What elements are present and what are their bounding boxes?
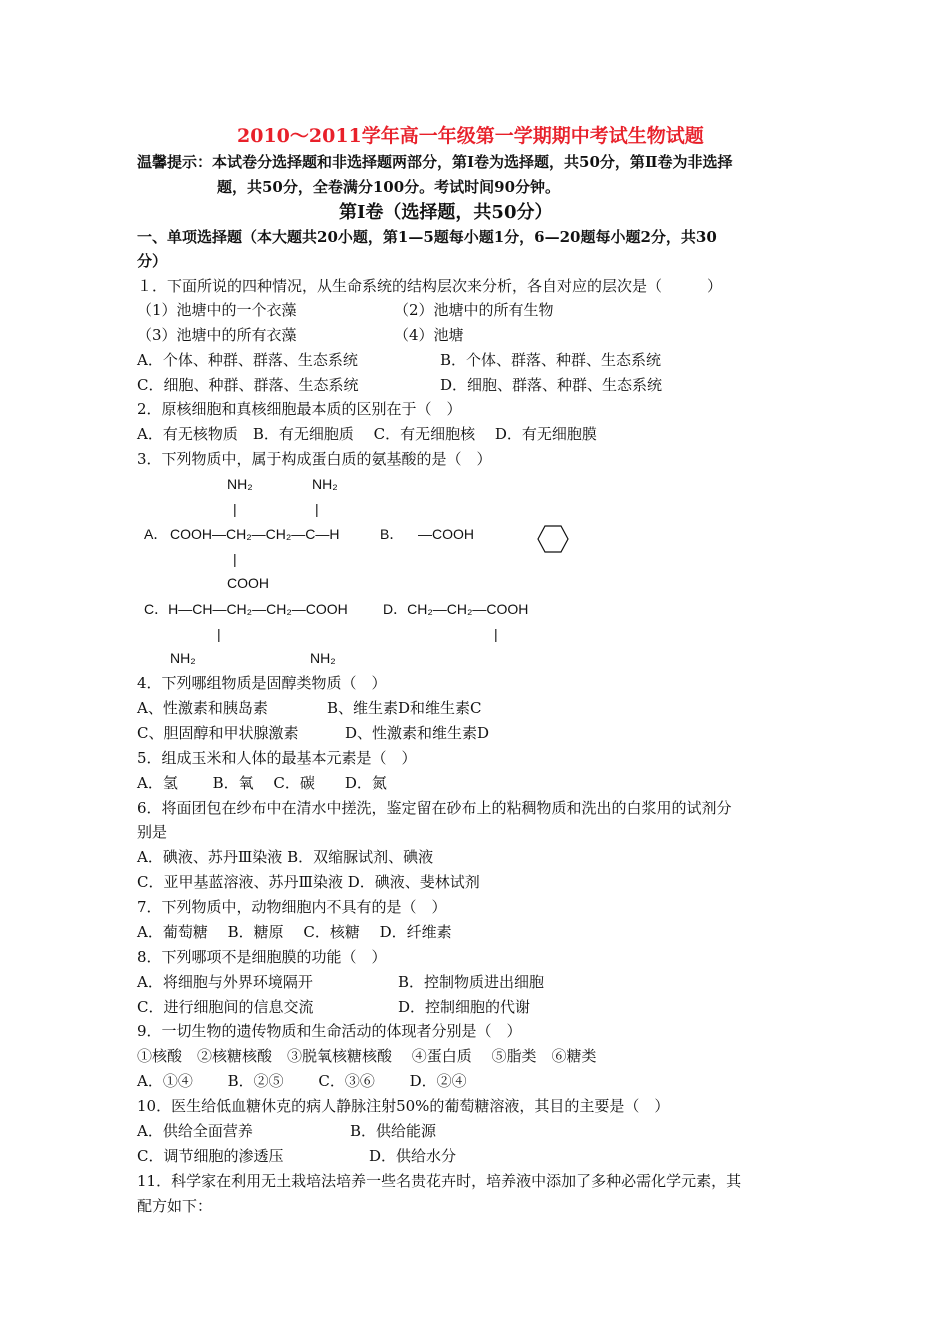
exam-title: 2010～2011学年高一年级第一学期期中考试生物试题 <box>237 125 704 147</box>
q8-option-a: A．将细胞与外界环境隔开 <box>137 973 313 991</box>
q3-a-bond: | <box>233 501 237 517</box>
q6-options-cd: C．亚甲基蓝溶液、苏丹Ⅲ染液 D．碘液、斐林试剂 <box>137 873 480 891</box>
q3-d-nh2-group: NH₂ <box>310 650 336 666</box>
q3-option-d-formula: D．CH₂—CH₂—COOH <box>383 601 529 617</box>
q9-options: A．①④ B．②⑤ C．③⑥ D．②④ <box>137 1072 467 1090</box>
part-1-heading: 第Ⅰ卷（选择题，共50分） <box>339 202 553 223</box>
q9-items: ①核酸 ②核糖核酸 ③脱氧核糖核酸 ④蛋白质 ⑤脂类 ⑥糖类 <box>137 1047 597 1065</box>
q6-options-ab: A．碘液、苏丹Ⅲ染液 B．双缩脲试剂、碘液 <box>137 848 434 866</box>
q10-option-a: A．供给全面营养 <box>137 1122 253 1140</box>
q3-d-bond: | <box>494 626 498 642</box>
q6-stem-2: 别是 <box>137 823 168 841</box>
q1-item-2: （2）池塘中的所有生物 <box>394 301 554 319</box>
q7-stem: 7．下列物质中，动物细胞内不具有的是（ ） <box>137 898 447 916</box>
q1-item-4: （4）池塘 <box>394 326 464 344</box>
q3-option-a-label: A． <box>144 526 168 542</box>
q1-option-d: D．细胞、群落、种群、生态系统 <box>440 376 663 394</box>
q7-options: A．葡萄糖 B．糖原 C．核糖 D．纤维素 <box>137 923 452 941</box>
q11-stem-2: 配方如下： <box>137 1197 213 1215</box>
q3-a-cooh-group: COOH <box>227 575 269 591</box>
q4-stem: 4．下列哪组物质是固醇类物质（ ） <box>137 674 387 692</box>
q3-a-bond-2: | <box>315 501 319 517</box>
q4-option-b: B、维生素D和维生素C <box>327 699 482 717</box>
notice-line-1: 温馨提示：本试卷分选择题和非选择题两部分，第Ⅰ卷为选择题，共50分，第Ⅱ卷为非选择 <box>137 153 733 171</box>
q4-option-a: A、性激素和胰岛素 <box>137 699 268 717</box>
q3-option-c-formula: C．H—CH—CH₂—CH₂—COOH <box>144 601 348 617</box>
q3-a-bond-3: | <box>233 551 237 567</box>
benzene-ring-icon <box>537 524 569 554</box>
q5-options: A．氢 B．氧 C．碳 D．氮 <box>137 774 387 792</box>
notice-line-2: 题，共50分，全卷满分100分。考试时间90分钟。 <box>217 178 561 196</box>
q1-option-a: A．个体、种群、群落、生态系统 <box>137 351 358 369</box>
q3-option-b-label: B． <box>380 526 404 542</box>
q4-option-c: C、胆固醇和甲状腺激素 <box>137 724 299 742</box>
q8-option-c: C．进行细胞间的信息交流 <box>137 998 314 1016</box>
q10-stem: 10．医生给低血糖休克的病人静脉注射50%的葡萄糖溶液，其目的主要是（ ） <box>137 1097 670 1115</box>
q9-stem: 9．一切生物的遗传物质和生命活动的体现者分别是（ ） <box>137 1022 522 1040</box>
section-1-line-2: 分） <box>137 252 168 270</box>
q2-options: A．有无核物质 B．有无细胞质 C．有无细胞核 D．有无细胞膜 <box>137 425 597 443</box>
q1-option-b: B．个体、群落、种群、生态系统 <box>440 351 662 369</box>
q3-option-b-formula: —COOH <box>418 526 474 542</box>
q3-c-nh2-group: NH₂ <box>170 650 196 666</box>
q1-item-3: （3）池塘中的所有衣藻 <box>137 326 297 344</box>
q3-option-a-formula: COOH—CH₂—CH₂—C—H <box>170 526 340 542</box>
q2-stem: 2．原核细胞和真核细胞最本质的区别在于（ ） <box>137 400 462 418</box>
q3-stem: 3．下列物质中，属于构成蛋白质的氨基酸的是（ ） <box>137 450 492 468</box>
q1-option-c: C．细胞、种群、群落、生态系统 <box>137 376 359 394</box>
q1-stem: １．下面所说的四种情况，从生命系统的结构层次来分析，各自对应的层次是（ ） <box>137 277 723 295</box>
q10-option-c: C．调节细胞的渗透压 <box>137 1147 284 1165</box>
q8-stem: 8．下列哪项不是细胞膜的功能（ ） <box>137 948 387 966</box>
q4-option-d: D、性激素和维生素D <box>345 724 490 742</box>
section-1-line-1: 一、单项选择题（本大题共20小题，第1—5题每小题1分，6—20题每小题2分，共30 <box>137 228 717 246</box>
q11-stem-1: 11．科学家在利用无土栽培法培养一些名贵花卉时，培养液中添加了多种必需化学元素，其 <box>137 1172 742 1190</box>
q6-stem-1: 6．将面团包在纱布中在清水中搓洗，鉴定留在砂布上的粘稠物质和洗出的白浆用的试剂分 <box>137 799 732 817</box>
q3-a-nh2-group-2: NH₂ <box>312 476 338 492</box>
q10-option-b: B．供给能源 <box>350 1122 437 1140</box>
q10-option-d: D．供给水分 <box>369 1147 457 1165</box>
q3-c-bond: | <box>217 626 221 642</box>
q1-item-1: （1）池塘中的一个衣藻 <box>137 301 297 319</box>
q3-a-nh2-group: NH₂ <box>227 476 253 492</box>
q8-option-d: D．控制细胞的代谢 <box>398 998 531 1016</box>
q5-stem: 5．组成玉米和人体的最基本元素是（ ） <box>137 749 417 767</box>
q8-option-b: B．控制物质进出细胞 <box>398 973 545 991</box>
